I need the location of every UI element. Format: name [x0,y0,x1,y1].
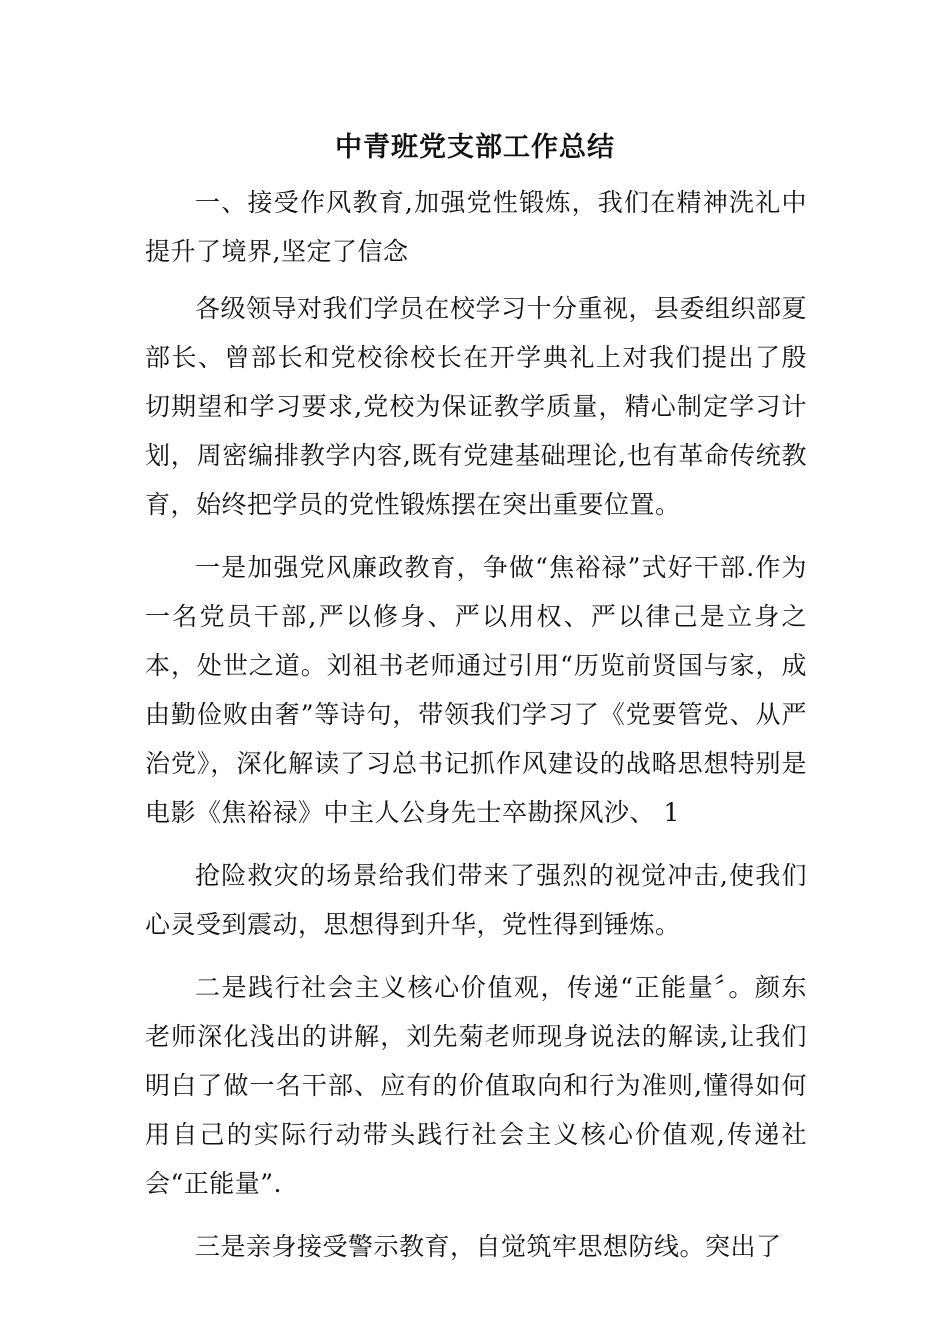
paragraph-2: 各级领导对我们学员在校学习十分重视，县委组织部夏部长、曾部长和党校徐校长在开学典礼上对我们提出了殷切期望和学习要求,党校为保证教学质量，精心制定学习计划，周密编排教学内容,既有党建基础理论,也有革命传统教育，始终把学员的党性锻炼摆在突出重要位置。 [145,294,808,519]
paragraph-1: 一、接受作风教育,加强党性锻炼，我们在精神洗礼中提升了境界,坚定了信念 [145,188,807,266]
paragraph-5: 二是践行社会主义核心价值观，传递“正能量〞。颜东老师深化浅出的讲解，刘先菊老师现身说法的解读,让我们明白了做一名干部、应有的价值取向和行为准则,懂得如何用自己的实际行动带头践行社会主义核心价值观,传递社会“正能量”. [145,973,807,1198]
paragraph-6: 三是亲身接受警示教育，自觉筑牢思想防线。突出了 [195,1232,782,1261]
paragraph-3: 一是加强党风廉政教育，争做“焦裕禄”式好干部.作为一名党员干部,严以修身、严以用权、严以律己是立身之本，处世之道。刘祖书老师通过引用“历览前贤国与家，成由勤俭败由奢”等诗句，带领我们学习了《党要管党、从严治党》，深化解读了习总书记抓作风建设的战略思想特别是电影《焦裕禄》中主人公身先士卒勘探风沙、 1 [145,553,807,827]
document-title: 中青班党支部工作总结 [335,132,615,163]
document-body [145,178,807,1285]
paragraph-4: 抢险救灾的场景给我们带来了强烈的视觉冲击,使我们心灵受到震动，思想得到升华，党性得到锤炼。 [145,861,807,939]
